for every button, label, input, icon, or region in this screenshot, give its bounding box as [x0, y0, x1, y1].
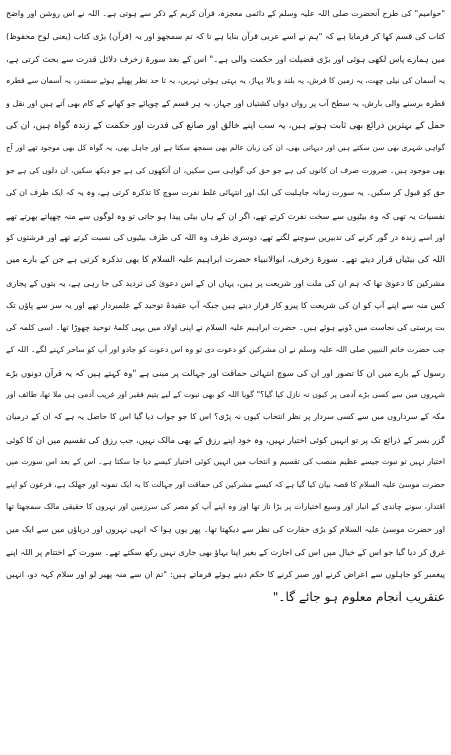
text-line: حق کو قبول کر سکیں۔ یہ سورت زمانہ جاہلیت کی ایک اور انتہائی غلط نفرت سوچ کا تذکرہ کرتی ہے، وہ یہ کہ ایک طرف ان کی	[6, 188, 445, 198]
text-line: میں ہمارے پاس لکھی ہوئی اور بڑی فضیلت اور حکمت والی ہے۔" اس کے بعد سورۃ زخرف دلائل قدرت سے بحث کرتی ہے،	[6, 53, 445, 64]
text-line: جب حضرت خاتم النبیین صلی اللہ علیہ وسلم نے ان مشرکین کو دعوت دی تو وہ اس دعوت کو جادو اور آپ کو ساحر کہنے لگے۔ اللہ کے	[6, 345, 445, 355]
body-paragraph	[6, 3, 445, 608]
text-line: اختیار نہیں تو نبوت جیسے عظیم منصب کی تقسیم و انتخاب میں انہیں کوئی اختیار کیسے دیا جا سکتا ہے۔ اس کے بعد اس سورت میں	[6, 457, 445, 467]
text-line: گزر بسر کے ذرائع تک پر تو انہیں کوئی اختیار نہیں، وہ خود اپنے رزق کے بھی مالک نہیں، جب رزق کی تقسیم میں ان کا کوئی	[6, 434, 445, 445]
text-line: حضرت موسیٰ علیہ السلام کا قصہ بیان کیا گیا ہے کہ کیسے مشرکین کی حماقت اور جہالت کا یہ ایک نمونہ اور جھلک ہے، فرعون کو اپنے	[6, 479, 445, 489]
text-line: رسول کے بارے میں ان کا تصور اور ان کی سوچ انتہائی حماقت اور جہالت پر مبنی ہے "وہ کہتے ہیں کہ یہ قرآن دونوں بڑے	[6, 367, 445, 378]
text-line: پیغمبر کو جاہلوں سے اعراض کرنے اور صبر کرنے کا حکم دیتے ہوئے فرماتے ہیں: "تم ان سے منہ پھیر لو اور سلام کہہ دو، انہیں	[6, 569, 445, 580]
text-line: بھی موجود ہیں۔ ضرورت صرف ان کانوں کی ہے جو حق کی گواہی سن سکیں، ان آنکھوں کی ہے جو دیکھ سکیں، ان دلوں کی ہے جو	[6, 165, 445, 175]
text-line: حمل کے بہترین ذرائع بھی ثابت ہوتے ہیں، یہ سب اپنے خالق اور صانع کی قدرت اور حکمت کے زندہ گواہ ہیں، ان کی	[6, 121, 445, 132]
text-line: کس منہ سے اپنے آپ کو ان کی شریعت کا پیرو کار قرار دیتے ہیں جبکہ آپ عقیدۂ توحید کے علمبردار تھے اور یہ سر سے پاؤں تک	[6, 300, 445, 311]
text-line: غرق کر دیا گیا جو اس کے خیال میں اس کی اجازت کے بغیر اپنا بہاؤ بھی جاری نہیں رکھ سکتے تھے۔ سورت کے اختتام پر اللہ اپنے	[6, 546, 445, 557]
text-line: "حوامیم" کی طرح آنحضرت صلی اللہ علیہ وسلم کے دائمی معجزہ، قرآن کریم کے ذکر سے ہوتی ہے۔ اللہ نے اس روشن اور واضح	[6, 9, 445, 18]
text-line: اقتدار، سونے چاندی کے انبار اور وسیع اختیارات پر بڑا ناز تھا اور وہ اپنے آپ کو مصر کی سرزمین اور نہروں کا حقیقی مالک سمجھتا تھا	[6, 501, 445, 511]
text-line: گواہی شہری بھی سن سکتے ہیں اور دیہاتی بھی، ان کی زبان عالم بھی سمجھ سکتا ہے اور جاہل بھی، یہ گواہ کل بھی موجود تھے اور آج	[6, 143, 445, 153]
text-line: اور حضرت موسیٰ علیہ السلام کو بڑی حقارت کی نظر سے دیکھتا تھا۔ پھر یوں ہوا کہ انہی نہروں اور دریاؤں میں سے ایک میں	[6, 524, 445, 535]
text-line: اللہ کی بیٹیاں قرار دیتے تھے۔ سورۃ زخرف، ابوالانبیاء حضرت ابراہیم علیہ السلام کا بھی تذکرہ کرتی ہے جن کے بارے میں	[6, 255, 445, 266]
text-line: مشرکین کا دعویٰ تھا کہ ہم ان کی ملت اور شریعت پر ہیں، یہاں ان کے اس دعویٰ کی تردید کی جا رہی ہے، یہ بتوں کے پجاری	[6, 277, 445, 288]
text-line: شہروں میں سے کسی بڑے آدمی پر کیوں نہ نازل کیا گیا؟" گویا اللہ کو بھی نبوت کے لیے یتیم فقیر اور غریب آدمی ہی ملا تھا، طائف اور	[6, 389, 445, 399]
text-line: نفسیات یہ تھی کہ وہ بیٹیوں سے سخت نفرت کرتے تھے، اگر ان کے ہاں بیٹی پیدا ہو جاتی تو وہ لوگوں سے منہ چھپاتے پھرتے تھے	[6, 210, 445, 221]
text-line-last: عنقریب انجام معلوم ہو جائے گا۔"	[272, 589, 445, 604]
text-line: قطرہ برسنے والی بارش، یہ سطح آب پر رواں دواں کشتیاں اور جہاز، یہ ہر قسم کے چوپائے جو کھانے کے کام بھی آتے ہیں اور نقل و	[6, 98, 445, 108]
text-line: اور اسے زندہ در گور کرنے کی تدبیریں سوچنے لگتے تھے، دوسری طرف وہ اللہ کی طرف بیٹیوں کی نسبت کرتے تھے اور فرشتوں کو	[6, 233, 445, 243]
text-line: کتاب کی قسم کھا کر فرمایا ہے کہ "ہم نے اسے عربی قرآن بنایا ہے تا کہ تم سمجھو اور یہ (قرآن) بڑی کتاب (یعنی لوح محفوظ)	[6, 31, 445, 42]
text-line: بت پرستی کی نجاست میں ڈوبے ہوئے ہیں۔ حضرت ابراہیم علیہ السلام نے اپنی اولاد میں یہی کلمۂ توحید چھوڑا تھا۔ اسی کلمہ کی	[6, 322, 445, 332]
text-line: مکہ کے سرداروں میں سے کسی سردار پر نظر انتخاب کیوں نہ پڑی؟ اس کا جو جواب دیا گیا اس کا حاصل یہ ہے کہ ان کے درمیان	[6, 412, 445, 422]
text-line: یہ آسمان کی نیلی چھت، یہ زمین کا فرش، یہ بلند و بالا پہاڑ، یہ بہتی ہوئی نہریں، یہ تا حد نظر پھیلے ہوئے سمندر، یہ آسمان سے قطرہ	[6, 76, 445, 86]
